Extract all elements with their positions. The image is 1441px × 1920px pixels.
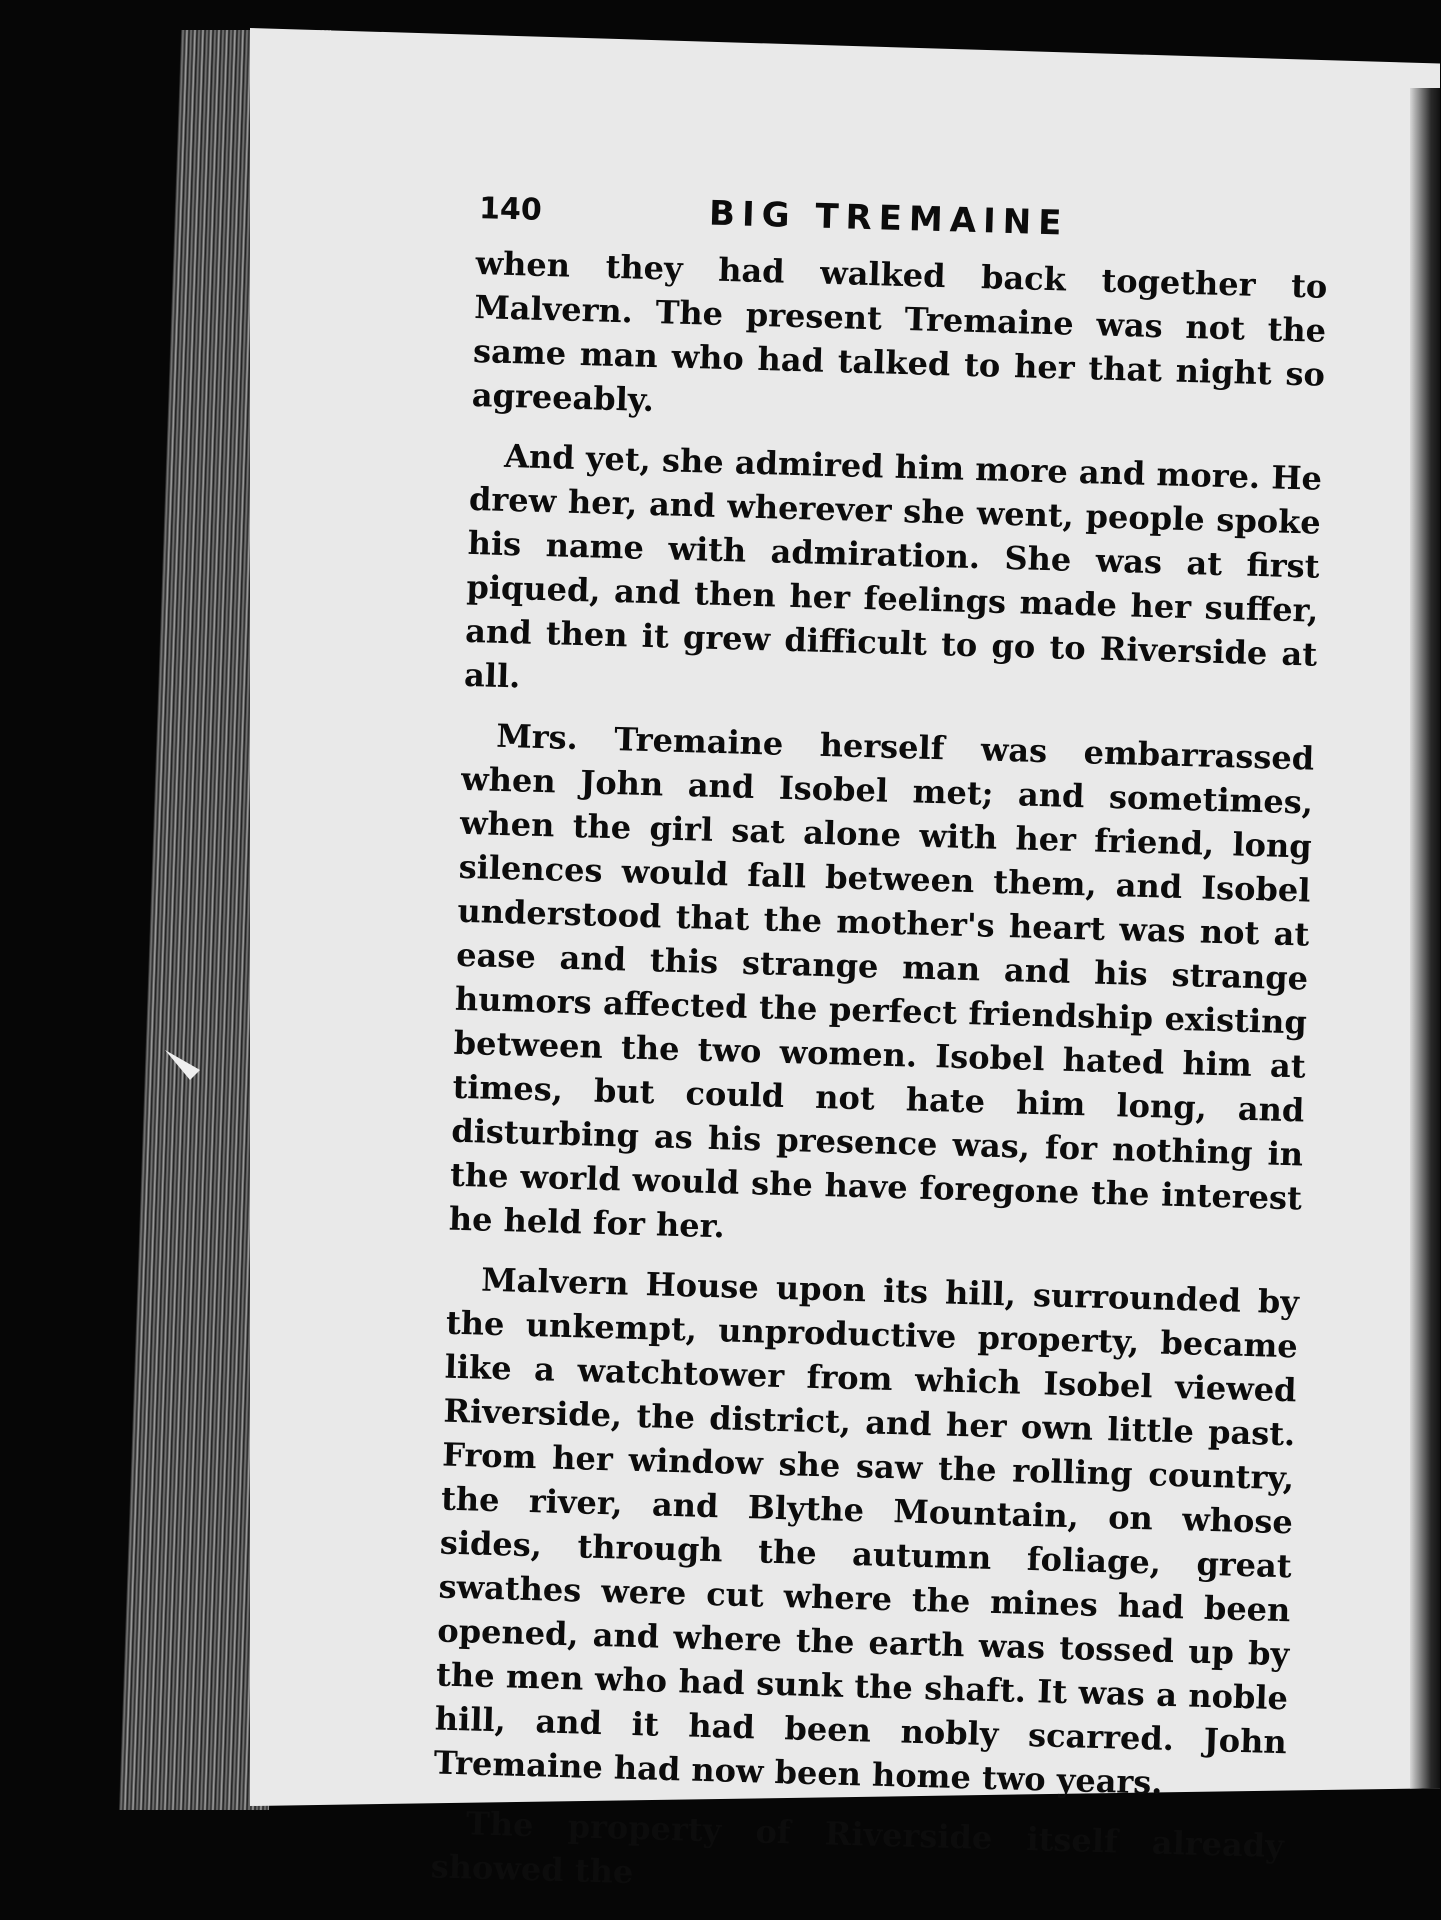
page-gutter-shadow	[1410, 88, 1440, 1828]
paragraph: when they had walked back together to Malvern. The present Tremaine was not the same man who had talked to her that night so agreeably.	[471, 244, 1328, 420]
page-text-block	[398, 178, 1330, 1892]
page-number: 140	[478, 191, 543, 228]
paragraph: Mrs. Tremaine herself was embarrassed when John and Isobel met; and sometimes, when the girl sat alone with her friend, long silences would fall between them, and Isobel understood that the mother's heart was not at ease and this strange man and his strange humors affected the perfect friendship existing between the two women. Isobel hated him at times, but could not hate him long, and disturbing as his presence was, for nothing in the world would she have foregone the interest he held for her.	[448, 716, 1315, 1246]
paragraph: And yet, she admired him more and more. He drew her, and wherever she went, people spoke his name with admiration. She was at first piqued, and then her feelings made her suffer, and then it grew difficult to go to Riverside at all.	[463, 436, 1323, 696]
paragraph: Malvern House upon its hill, surrounded by the unkempt, unproductive property, became like a watchtower from which Isobel viewed Riverside, the district, and her own little past. From her window she saw the rolling country, the river, and Blythe Mountain, on whose sides, through the autumn foliage, great swathes were cut where the mines had been opened, and where the earth was tossed up by the men who had sunk the shaft. It was a noble hill, and it had been nobly scarred. John Tremaine had now been home two years.	[433, 1260, 1300, 1802]
scan-speck-mark	[160, 1040, 220, 1100]
running-head: BIG TREMAINE	[708, 193, 1069, 244]
page-body	[392, 240, 1328, 1912]
paragraph: The property of Riverside itself already showed the	[430, 1804, 1285, 1892]
